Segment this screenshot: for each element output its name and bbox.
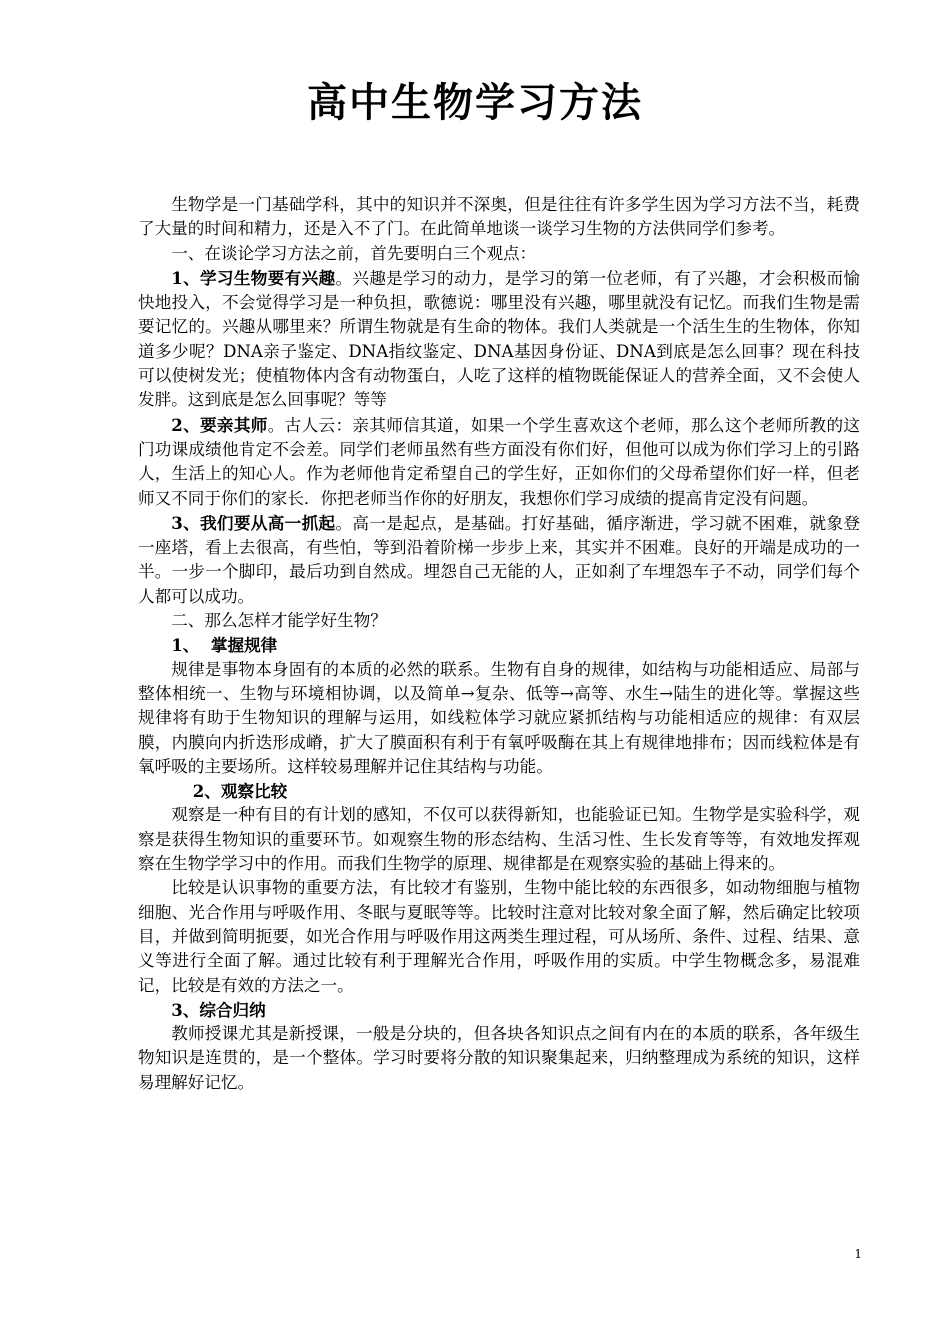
method-heading-rules: 1、 掌握规律 bbox=[171, 635, 278, 656]
page-number: 1 bbox=[854, 1247, 862, 1261]
point-body-teacher: 。古人云：亲其师信其道，如果一个学生喜欢这个老师，那么这个老师所教的这门功课成绩他肯定不会差。同学们老师虽然有些方面没有你们好，但他可以成为你们学习上的引路人，生活上的知心人。作为老师他肯定希望自己的学生好，正如你们的父母希望你们好一样，但老师又不同于你们的家长．你把老师当作你的好朋友，我想你们学习成绩的提高肯定没有问题。 bbox=[138, 415, 861, 508]
paragraph-observe: 观察是一种有目的有计划的感知，不仅可以获得新知，也能验证已知。生物学是实验科学，观察是获得生物知识的重要环节。如观察生物的形态结构、生活习性、生长发育等等，有效地发挥观察在生物学学习中的作用。而我们生物学的原理、规律都是在观察实验的基础上得来的。 bbox=[138, 805, 860, 874]
method-heading-summarize: 3、综合归纳 bbox=[171, 999, 266, 1020]
paragraph-compare: 比较是认识事物的重要方法，有比较才有鉴别，生物中能比较的东西很多，如动物细胞与植物细胞、光合作用与呼吸作用、冬眠与夏眠等等。比较时注意对比较对象全面了解，然后确定比较项目，并做到简明扼要，如光合作用与呼吸作用这两类生理过程，可从场所、条件、过程、结果、意义等进行全面了解。通过比较有利于理解光合作用，呼吸作用的实质。中学生物概念多，易混难记，比较是有效的方法之一。 bbox=[138, 878, 860, 995]
document-title: 高中生物学习方法 bbox=[307, 79, 643, 126]
point-body-grade-one: 。高一是起点，是基础。打好基础，循序渐进，学习就不困难，就象登一座塔，看上去很高，有些怕，等到沿着阶梯一步步上来，其实并不困难。良好的开端是成功的一半。一步一个脚印，最后功到自然成。埋怨自己无能的人，正如刹了车埋怨车子不动，同学们每个人都可以成功。 bbox=[138, 513, 861, 606]
paragraph-summarize: 教师授课尤其是新授课，一般是分块的，但各块各知识点之间有内在的本质的联系，各年级生物知识是连贯的，是一个整体。学习时要将分散的知识聚集起来，归纳整理成为系统的知识，这样易理解好记忆。 bbox=[138, 1024, 860, 1092]
paragraph-rules: 规律是事物本身固有的本质的必然的联系。生物有自身的规律，如结构与功能相适应、局部与整体相统一、生物与环境相协调，以及简单→复杂、低等→高等、水生→陆生的进化等。掌握这些规律将有助于生物知识的理解与运用，如线粒体学习就应紧抓结构与功能相适应的规律：有双层膜，内膜向内折迭形成嵴，扩大了膜面积有利于有氧呼吸酶在其上有规律地排布；因而线粒体是有氧呼吸的主要场所。这样较易理解并记住其结构与功能。 bbox=[138, 659, 860, 776]
point-heading-teacher: 2、要亲其师 bbox=[171, 414, 268, 435]
section-heading-two: 二、那么怎样才能学好生物？ bbox=[171, 611, 387, 631]
paragraph-interest bbox=[138, 266, 860, 413]
document-body bbox=[138, 193, 860, 1095]
paragraph-intro: 生物学是一门基础学科，其中的知识并不深奥，但是往往有许多学生因为学习方法不当，耗费了大量的时间和精力，还是入不了门。在此简单地谈一谈学习生物的方法供同学们参考。 bbox=[138, 195, 860, 239]
method-heading-observe: 2、观察比较 bbox=[192, 781, 288, 802]
point-heading-grade-one: 3、我们要从高一抓起 bbox=[171, 512, 336, 533]
paragraph-grade-one bbox=[138, 511, 860, 609]
point-body-interest: 。兴趣是学习的动力，是学习的第一位老师，有了兴趣，才会积极而愉快地投入，不会觉得学习是一种负担，歌德说：哪里没有兴趣，哪里就没有记忆。而我们生物是需要记忆的。兴趣从哪里来？所谓生物就是有生命的物体。我们人类就是一个活生生的生物体，你知道多少呢？DNA亲子鉴定、DNA指纹鉴定、DNA基因身份证、DNA到底是怎么回事？现在科技可以使树发光；使植物体内含有动物蛋白，人吃了这样的植物既能保证人的营养全面，又不会使人发胖。这到底是怎么回事呢？等等 bbox=[138, 268, 861, 410]
paragraph-teacher bbox=[138, 413, 860, 511]
point-heading-interest: 1、学习生物要有兴趣 bbox=[171, 267, 336, 288]
section-heading-one: 一、在谈论学习方法之前，首先要明白三个观点： bbox=[171, 243, 537, 263]
